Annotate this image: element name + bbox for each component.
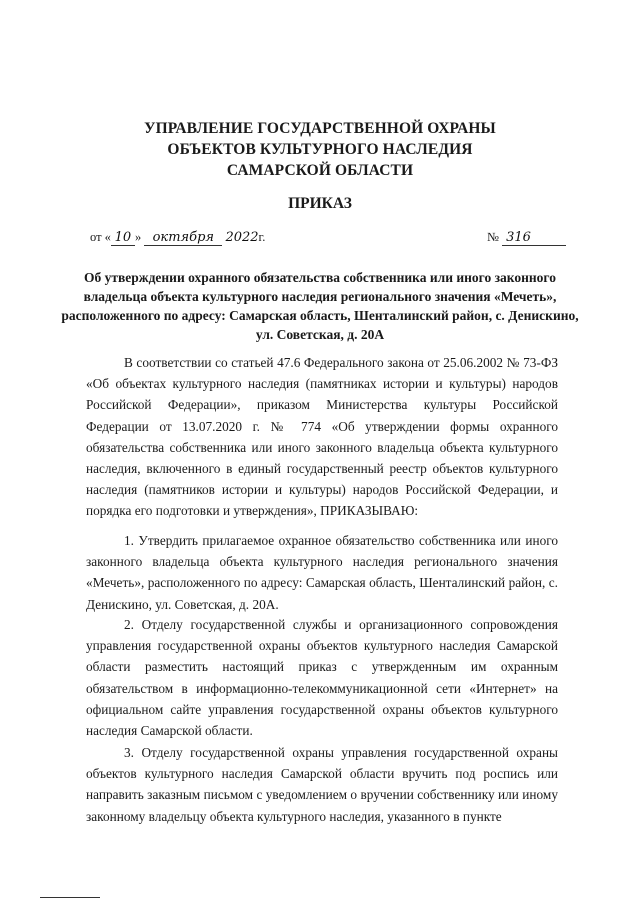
preamble-paragraph: В соответствии со статьей 47.6 Федерального закона от 25.06.2002 № 73-ФЗ «Об объектах культурного наследия (памятниках истории и культуры) народов Российской Федерации», приказом Министерства культуры Российской Федерации от 13.07.2020 г. № 774 «Об утверждении формы охранного обязательства собственника или иного законного владельца объекта культурного наследия, включенного в единый государственный реестр объектов культурного наследия (памятников истории и культуры) народов Российской Федерации, и порядка его подготовки и утверждения», ПРИКАЗЫВАЮ:	[86, 355, 558, 519]
clause-1: 1. Утвердить прилагаемое охранное обязательство собственника или иного законного владельца объекта культурного наследия регионального значения «Мечеть», расположенного по адресу: Самарская область, Шенталинский район, с. Денискино, ул. Советская, д. 20А.	[86, 533, 558, 612]
date-prefix: от «	[90, 230, 111, 244]
document-subject: Об утверждении охранного обязательства собственника или иного законного владельца объекта культурного наследия регионального значения «Мечеть», расположенного по адресу: Самарская область, Шенталинский район, с. Денискино, ул. Советская, д. 20А	[61, 270, 579, 342]
date-day: 10	[111, 230, 135, 246]
document-number: 316	[502, 230, 566, 246]
date-year: 2022	[225, 230, 259, 245]
header-line-3: САМАРСКОЙ ОБЛАСТИ	[226, 162, 414, 179]
date-suffix: г.	[258, 230, 266, 244]
number-line	[487, 230, 566, 246]
date-line	[90, 230, 265, 246]
date-month: октября	[144, 230, 222, 246]
number-prefix: №	[487, 230, 499, 244]
clause-3: 3. Отделу государственной охраны управления государственной охраны объектов культурного наследия Самарской области вручить под роспись или направить заказным письмом с уведомлением о вручении собственнику или иному законному владельцу объекта культурного наследия, указанного в пункте	[86, 745, 558, 824]
header-line-1: УПРАВЛЕНИЕ ГОСУДАРСТВЕННОЙ ОХРАНЫ	[144, 120, 496, 137]
header-line-2: ОБЪЕКТОВ КУЛЬТУРНОГО НАСЛЕДИЯ	[167, 141, 473, 158]
document-type: ПРИКАЗ	[288, 195, 352, 212]
footer-rule	[40, 897, 100, 898]
date-middle: »	[134, 230, 142, 244]
clause-2: 2. Отделу государственной службы и организационного сопровождения управления государственной охраны объектов культурного наследия Самарской области разместить настоящий приказ с утвержденным им охранным обязательством в информационно-телекоммуникационной сети «Интернет» на официальном сайте управления государственной охраны объектов культурного наследия Самарской области.	[86, 617, 558, 739]
